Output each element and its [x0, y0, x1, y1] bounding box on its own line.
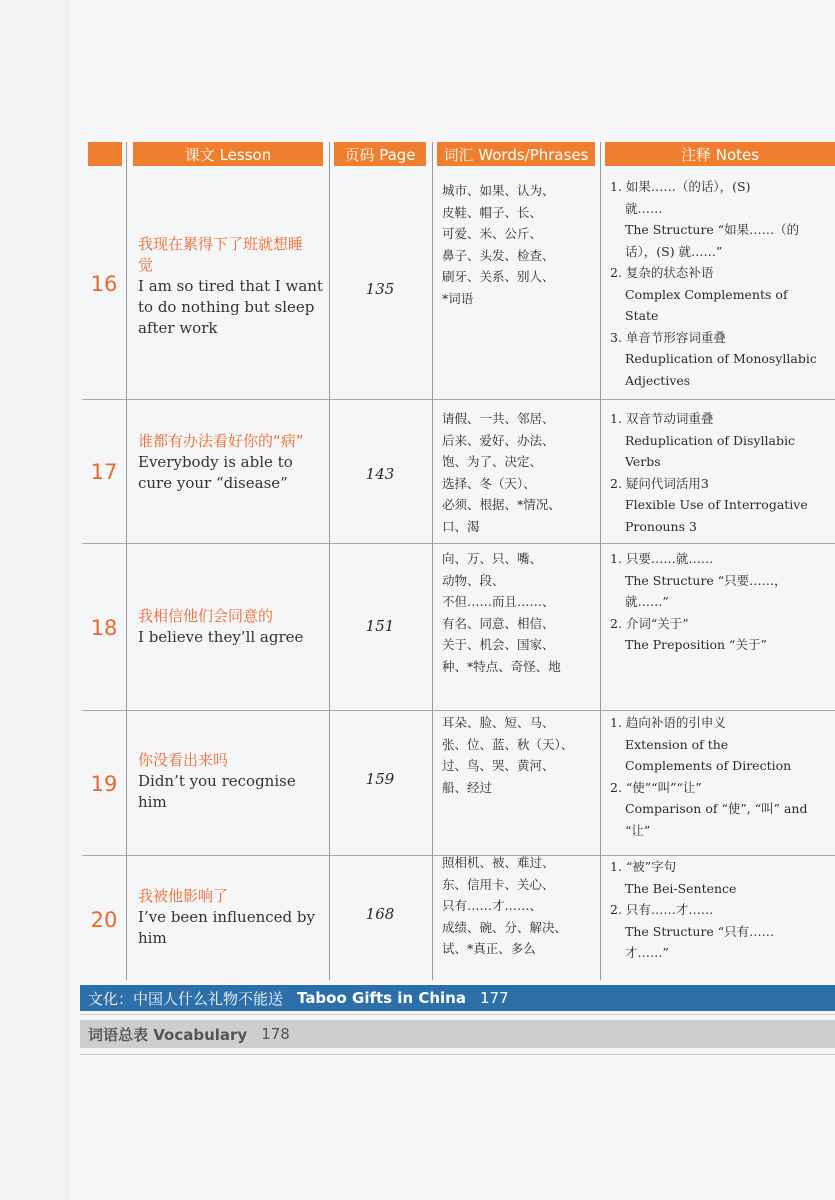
lesson-title-en: I am so tired that I want to do nothing but sleep after work [138, 277, 323, 337]
header-lesson: 课文 Lesson [133, 142, 323, 166]
note-line: Flexible Use of Interrogative [625, 497, 808, 512]
note-line: 话），(S) 就……” [625, 243, 723, 259]
note-line: 1. 如果……（的话），(S) [610, 179, 751, 194]
word-line: 关于、机会、国家、 [442, 637, 555, 652]
culture-band [80, 985, 835, 1011]
note-line: 1. 趋向补语的引申义 [610, 715, 726, 730]
note-line: State [625, 308, 659, 323]
words-list [442, 712, 592, 798]
note-line: Complex Complements of [625, 286, 788, 302]
word-line: 后来、爱好、办法、 [442, 432, 555, 448]
note-line: Extension of the [625, 736, 729, 752]
note-line: The Bei-Sentence [625, 880, 737, 896]
note-line: 1. “被”字句 [610, 859, 677, 874]
notes-list [610, 408, 822, 537]
word-line: 耳朵、脸、短、马、 [442, 715, 555, 730]
note-line: The Preposition “关于” [625, 637, 767, 652]
lesson-title-en: I believe they’ll agree [138, 628, 304, 646]
lesson-title-zh: 我相信他们会同意的 [138, 607, 274, 625]
vocabulary-band [80, 1020, 835, 1048]
lesson-title [138, 234, 323, 339]
words-list [442, 852, 592, 960]
header-page: 页码 Page [334, 142, 426, 166]
word-line: 照相机、被、难过、 [442, 855, 555, 870]
word-line: 试、*真正、多么 [442, 941, 536, 956]
header-notes: 注释 Notes [605, 142, 835, 166]
culture-label: 文化：中国人什么礼物不能送 [88, 989, 284, 1008]
note-line: “让” [625, 822, 651, 838]
page-number: 151 [365, 617, 395, 635]
note-line: 1. 双音节动词重叠 [610, 411, 714, 426]
culture-title-en: Taboo Gifts in China [297, 989, 466, 1007]
lesson-number: 17 [90, 460, 118, 484]
row-divider [82, 543, 835, 544]
word-line: 成绩、碗、分、解决、 [442, 919, 568, 935]
note-line: 2. 只有……才…… [610, 902, 714, 917]
notes-list [610, 548, 822, 656]
note-line: 1. 只要……就…… [610, 551, 714, 566]
word-line: 必须、根据、*情况、 [442, 497, 561, 512]
notes-list [610, 176, 822, 391]
word-line: 动物、段、 [442, 572, 505, 588]
lesson-title-zh: 你没看出来吗 [138, 751, 229, 769]
lesson-title [138, 606, 323, 648]
word-line: 张、位、蓝、秋（天）、 [442, 736, 574, 752]
note-line: 2. 介词“关于” [610, 615, 689, 631]
word-line: 只有……才……、 [442, 898, 543, 913]
note-line: The Structure “只要……， [625, 572, 787, 588]
word-line: *词语 [442, 290, 474, 306]
note-line: Complements of Direction [625, 758, 792, 773]
row-divider [82, 399, 835, 400]
note-line: 2. 疑问代词活用3 [610, 475, 709, 491]
word-line: 船、经过 [442, 779, 493, 795]
notes-list [610, 712, 822, 841]
note-line: 就…… [625, 200, 663, 216]
lesson-title [138, 750, 323, 813]
word-line: 有名、同意、相信、 [442, 615, 555, 631]
culture-page: 177 [479, 989, 509, 1007]
lesson-title [138, 431, 323, 494]
word-line: 城市、如果、认为、 [442, 183, 555, 198]
word-line: 刷牙、关系、别人、 [442, 269, 555, 284]
lesson-title-en: I’ve been influenced by him [138, 908, 315, 947]
word-line: 向、万、只、嘴、 [442, 551, 543, 566]
words-list [442, 548, 592, 677]
word-line: 饱、为了、决定、 [442, 454, 543, 469]
word-line: 口、渴 [442, 518, 480, 534]
word-line: 鼻子、头发、检查、 [442, 247, 555, 263]
note-line: Pronouns 3 [625, 518, 697, 534]
note-line: 3. 单音节形容词重叠 [610, 329, 726, 345]
page-number: 168 [365, 905, 395, 923]
lesson-title-zh: 我被他影响了 [138, 887, 229, 905]
note-line: Reduplication of Monosyllabic [625, 351, 817, 366]
word-line: 东、信用卡、关心、 [442, 876, 555, 892]
notes-list [610, 856, 822, 964]
words-list [442, 180, 592, 309]
lesson-title-zh: 我现在累得下了班就想睡觉 [138, 235, 304, 274]
note-line: 就……” [625, 594, 669, 609]
note-line: The Structure “如果……（的 [625, 222, 800, 237]
divider [80, 1054, 835, 1055]
vocabulary-page: 178 [261, 1025, 290, 1043]
note-line: 2. 复杂的状态补语 [610, 265, 714, 280]
lesson-title-en: Everybody is able to cure your “disease” [138, 453, 293, 492]
lesson-number: 20 [90, 908, 118, 932]
note-line: 才……” [625, 945, 669, 960]
lesson-title [138, 886, 323, 949]
word-line: 请假、一共、邻居、 [442, 411, 555, 426]
note-line: 2. “使”“叫”“让” [610, 779, 702, 795]
note-line: Comparison of “使”, “叫” and [625, 801, 808, 816]
lesson-number: 16 [90, 272, 118, 296]
divider [80, 1014, 835, 1015]
lesson-title-en: Didn’t you recognise him [138, 772, 296, 811]
note-line: Reduplication of Disyllabic [625, 432, 795, 448]
note-line: Adjectives [625, 372, 691, 388]
note-line: The Structure “只有…… [625, 923, 775, 939]
words-list [442, 408, 592, 537]
page-number: 159 [365, 770, 395, 788]
header-number-cell [88, 142, 122, 166]
word-line: 不但……而且……、 [442, 594, 555, 609]
word-line: 过、鸟、哭、黄河、 [442, 758, 555, 773]
word-line: 选择、冬（天）、 [442, 475, 536, 491]
vocabulary-label: 词语总表 Vocabulary [88, 1025, 248, 1044]
header-words: 词汇 Words/Phrases [437, 142, 595, 166]
word-line: 可爱、米、公斤、 [442, 226, 543, 241]
row-divider [82, 710, 835, 711]
page-number: 143 [365, 465, 395, 483]
page-number: 135 [365, 280, 395, 298]
word-line: 皮鞋、帽子、长、 [442, 204, 543, 220]
word-line: 种、*特点、奇怪、地 [442, 658, 561, 674]
lesson-number: 19 [90, 772, 118, 796]
note-line: Verbs [625, 454, 661, 469]
lesson-title-zh: 谁都有办法看好你的“病” [138, 432, 304, 450]
lesson-number: 18 [90, 616, 118, 640]
